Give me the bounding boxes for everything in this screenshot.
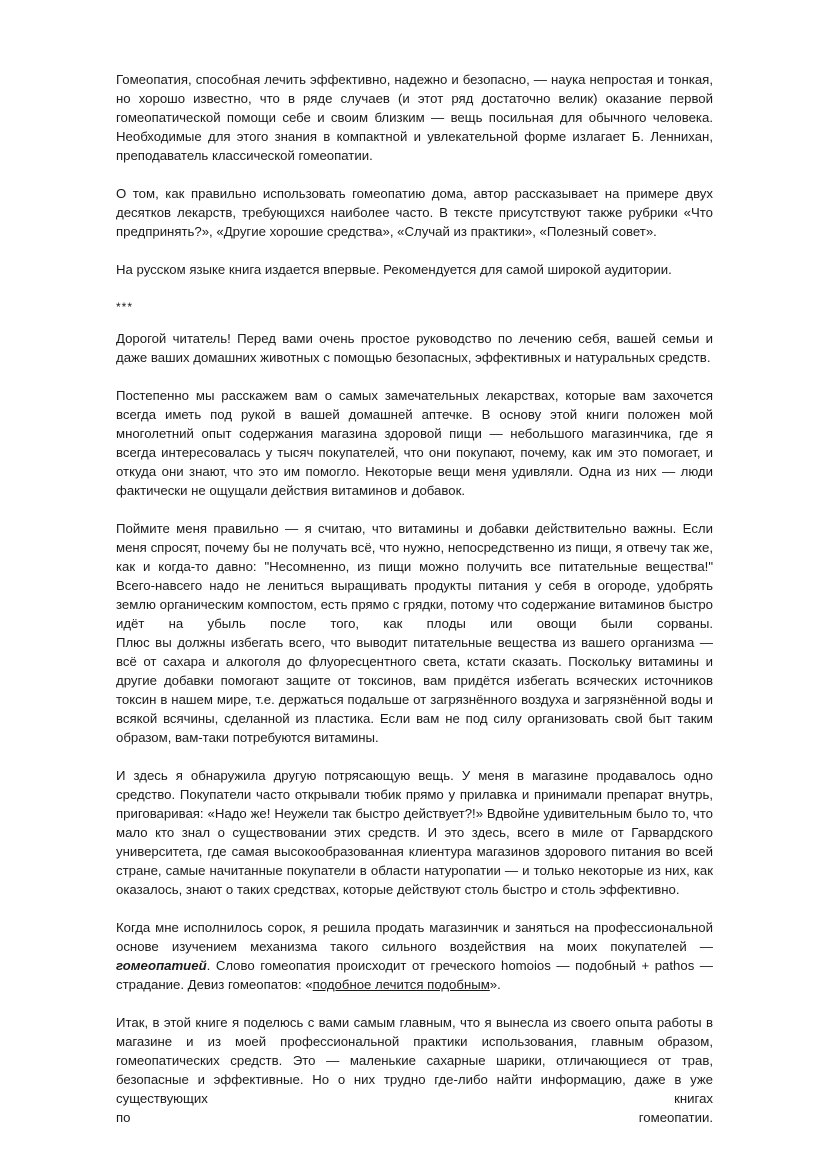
text-run: Итак, в этой книге я поделюсь с вами самым главным, что я вынесла из своего опыта работы в магазине и из моей профессиональной практики использования, главным образом, гомеопатических средств. Это — маленькие сахарные шарики, отличающиеся от трав, безопасные и эффективные. Но о них трудно где-либо найти информацию, даже в уже существующих книгах [116, 1015, 713, 1106]
paragraph-segment [116, 576, 713, 633]
paragraph [116, 918, 713, 994]
paragraph-segment [116, 260, 713, 279]
paragraph [116, 766, 713, 899]
text-run: Дорогой читатель! Перед вами очень простое руководство по лечению себя, вашей семьи и даже ваших домашних животных с помощью безопасных, эффективных и натуральных средств. [116, 331, 713, 365]
text-run: И здесь я обнаружила другую потрясающую вещь. У меня в магазине продавалось одно средство. Покупатели часто открывали тюбик прямо у прилавка и принимали препарат внутрь, приговаривая: «Надо же! Неужели так быстро действует?!» Вдвойне удивительным было то, что мало кто знал о существовании этих средств. И это здесь, всего в миле от Гарвардского университета, где самая высокообразованная клиентура магазинов здорового питания во всей стране, самые начитанные покупатели в области натуропатии — и только некоторые из них, как оказалось, знают о таких средствах, которые действуют столь быстро и столь эффективно. [116, 768, 713, 897]
emphasis-term: гомеопатией [116, 958, 207, 973]
text-run: О том, как правильно использовать гомеопатию дома, автор рассказывает на примере двух десятков лекарств, требующихся наиболее часто. В тексте присутствуют также рубрики «Что предпринять?», «Другие хорошие средства», «Случай из практики», «Полезный совет». [116, 186, 713, 239]
paragraph-segment [116, 184, 713, 241]
paragraph [116, 386, 713, 500]
paragraph [116, 1013, 713, 1127]
text-run: Постепенно мы расскажем вам о самых замечательных лекарствах, которые вам захочется всегда иметь под рукой в вашей домашней аптечке. В основу этой книги положен мой многолетний опыт содержания магазина здоровой пищи — небольшого магазинчика, где я всегда интересовалась у тысяч покупателей, что они покупают, почему, как им это помогает, и откуда они знают, что это им помогло. Некоторые вещи меня удивляли. Одна из них — люди фактически не ощущали действия витаминов и добавок. [116, 388, 713, 498]
paragraph-segment [116, 519, 713, 576]
last-line-right-word: гомеопатии. [638, 1110, 713, 1125]
paragraph-segment [116, 329, 713, 367]
text-run: Плюс вы должны избегать всего, что выводит питательные вещества из вашего организма — всё от сахара и алкоголя до флуоресцентного света, кстати сказать. Поскольку витамины и другие добавки помогают защите от токсинов, вам придётся избегать всяческих источников токсин в нашем мире, т.е. держаться подальше от загрязнённого воздуха и загрязнённой воды и всякой всячины, сделанной из пластика. Если вам не под силу организовать свой быт таким образом, вам-таки потребуются витамины. [116, 635, 713, 745]
text-run: ». [489, 977, 501, 992]
text-run: Когда мне исполнилось сорок, я решила продать магазинчик и заняться на профессиональной основе изучением механизма такого сильного воздействия на моих покупателей — [116, 920, 713, 954]
text-run: Поймите меня правильно — я считаю, что витамины и добавки действительно важны. Если меня спросят, почему бы не получать всё, что нужно, непосредственно из пищи, я отвечу так же, как и когда-то давно: "Несомненно, из пищи можно получить все питательные вещества!" [116, 521, 713, 574]
text-run: Гомеопатия, способная лечить эффективно, надежно и безопасно, — наука непростая и тонкая, но хорошо известно, что в ряде случаев (и этот ряд достаточно велик) оказание первой гомеопатической помощи себе и своим близким — вещь посильная для обычного человека. Необходимые для этого знания в компактной и увлекательной форме излагает Б. Леннихан, преподаватель классической гомеопатии. [116, 72, 713, 163]
paragraph [116, 519, 713, 747]
paragraph-segment [116, 633, 713, 747]
section-separator: *** [116, 300, 134, 314]
paragraph-segment [116, 918, 713, 994]
paragraph [116, 70, 713, 165]
paragraph-segment [116, 766, 713, 899]
document-page [116, 70, 713, 1146]
paragraph [116, 329, 713, 367]
text-run: На русском языке книга издается впервые. Рекомендуется для самой широкой аудитории. [116, 262, 672, 277]
paragraph-segment [116, 386, 713, 500]
paragraph [116, 260, 713, 279]
document-body-text [116, 70, 713, 1127]
justified-last-line [116, 1108, 713, 1127]
paragraph-segment [116, 70, 713, 165]
last-line-left-word: по [116, 1110, 131, 1125]
paragraph-segment [116, 1013, 713, 1108]
text-run: . Слово гомеопатия происходит от греческого homoios — подобный + pathos — страдание. Девиз гомеопатов: « [116, 958, 713, 992]
underlined-motto: подобное лечится подобным [312, 977, 490, 992]
text-run: Всего-навсего надо не лениться выращивать продукты питания у себя в огороде, удобрять землю органическим компостом, есть прямо с грядки, потому что содержание витаминов быстро идёт на убыль после того, как плоды или овощи были сорваны. [116, 578, 713, 631]
paragraph [116, 184, 713, 241]
